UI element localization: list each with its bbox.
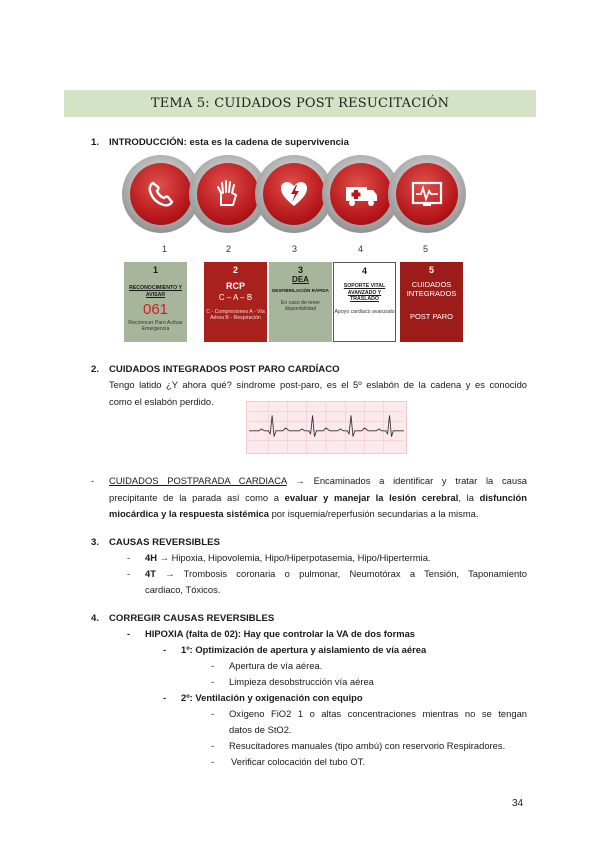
chain-card-2 [204, 262, 267, 342]
list-item-text: Resucitadores manuales (tipo ambú) con reservorio Respiradores. [229, 740, 506, 751]
list-item [211, 738, 505, 755]
list-item [211, 706, 527, 723]
postparada-text: , la [458, 492, 480, 503]
card-note: C - Compresiones A - Vía Aérea B - Respiración [206, 309, 265, 322]
list-item [211, 674, 374, 691]
list-item-text: Oxígeno FiO2 1 o altas concentraciones mientras no se tengan [229, 708, 527, 719]
chain-card-1 [124, 262, 187, 342]
chain-card-3 [269, 262, 332, 342]
card-number: 1 [152, 265, 158, 275]
list-item-text: HIPOXIA (falta de 02): Hay que controlar la VA de dos formas [145, 628, 416, 639]
page-title: TEMA 5: CUIDADOS POST RESUCITACIÓN [150, 96, 450, 111]
list-item-text: Verificar colocación del tubo OT. [231, 756, 365, 767]
bullet-dash: - [127, 568, 131, 579]
list-item-text: 2º: Ventilación y oxigenación con equipo [181, 692, 363, 703]
bullet-dash: - [211, 660, 215, 671]
ecg-monitor-icon [407, 175, 447, 213]
bullet-dash: - [163, 692, 167, 703]
arrow-icon: → [295, 475, 305, 486]
chain-number-1: 1 [162, 244, 168, 254]
list-item [163, 690, 363, 707]
card-number: 5 [428, 265, 434, 275]
postparada-text: Encaminados a identificar y tratar la causa [313, 475, 528, 486]
postparada-line-3 [109, 506, 527, 523]
card-title: RCP [225, 281, 245, 291]
chain-number-5: 5 [423, 244, 429, 254]
card-number: 4 [361, 266, 367, 276]
section-3-label: CAUSAS REVERSIBLES [109, 537, 220, 548]
postparada-line-2 [109, 490, 527, 507]
card-highlight: 061 [142, 301, 169, 318]
chain-card-4 [333, 262, 396, 342]
section-1-label: INTRODUCCIÓN: esta es la cadena de supervivencia [109, 137, 349, 148]
section-2-heading [91, 364, 340, 375]
list-item [211, 754, 365, 771]
list-item: - 4T → Trombosis coronaria o pulmonar, Neumotórax a Tensión, Taponamiento [127, 566, 527, 583]
postparada-emphasis: miocárdica y la respuesta sistémica [109, 508, 269, 519]
card-note: En caso de tener disponibilidad [280, 300, 321, 313]
list-item: - 4H → Hipoxia, Hipovolemia, Hipo/Hiperpotasemia, Hipo/Hipertermia. [127, 550, 431, 567]
list-item-text: Trombosis coronaria o pulmonar, Neumotórax a Tensión, Taponamiento [183, 568, 527, 579]
list-item-continuation: datos de StO2. [229, 724, 292, 735]
list-item [127, 626, 415, 643]
section-2-line-1: Tengo latido ¿Y ahora qué? síndrome post-paro, es el 5º eslabón de la cadena y es conocido [109, 379, 527, 390]
bullet-dash: - [127, 628, 131, 639]
postparada-emphasis: evaluar y manejar la lesión cerebral [284, 492, 459, 503]
section-4-heading [91, 613, 274, 624]
card-title: SOPORTE VITAL AVANZADO Y TRASLADO [343, 283, 386, 302]
card-number: 2 [232, 265, 238, 275]
list-item-text: 1º: Optimización de apertura y aislamiento de vía aérea [181, 644, 427, 655]
section-2-label: CUIDADOS INTEGRADOS POST PARO CARDÍACO [109, 364, 340, 375]
page-number: 34 [512, 798, 524, 809]
section-number: 1. [91, 137, 100, 148]
section-number: 3. [91, 537, 100, 548]
list-item-text: Apertura de vía aérea. [229, 660, 323, 671]
bullet-dash: - [91, 475, 95, 486]
bullet-dash: - [211, 756, 215, 767]
list-item [163, 642, 426, 659]
card-highlight: DESFIBRILACIÓN RÁPIDA [272, 288, 329, 293]
card-highlight: C – A – B [218, 293, 253, 302]
ambulance-icon [341, 175, 381, 213]
section-number: 2. [91, 364, 100, 375]
list-item-text: Hipoxia, Hipovolemia, Hipo/Hiperpotasemia, Hipo/Hipertermia. [171, 552, 431, 563]
postparada-emphasis: disfunción [479, 492, 527, 503]
postparada-text: precipitante de la parada así como a [109, 492, 285, 503]
section-3-heading [91, 537, 220, 548]
bullet-dash: - [127, 552, 131, 563]
ecg-strip-image [246, 401, 407, 454]
chain-card-5 [400, 262, 463, 342]
bullet-dash: - [163, 644, 167, 655]
hands-icon [209, 175, 247, 213]
section-4-label: CORREGIR CAUSAS REVERSIBLES [109, 613, 275, 624]
section-2-line-2: como el eslabón perdido. [109, 396, 214, 407]
section-1-heading [91, 137, 349, 148]
phone-icon [142, 175, 180, 213]
card-note: Reconocer Paro Activar Emergencia [128, 320, 183, 333]
list-item [211, 658, 322, 675]
postparada-line-1 [109, 473, 527, 490]
list-item-label: 4T [145, 568, 156, 579]
chain-number-4: 4 [358, 244, 364, 254]
card-title: RECONOCIMIENTO Y AVISAR [129, 285, 182, 298]
card-number: 3 [297, 265, 303, 275]
list-item-text: Limpieza desobstrucción vía aérea [229, 676, 374, 687]
section-number: 4. [91, 613, 100, 624]
bullet-dash: - [211, 676, 215, 687]
postparada-text: por isquemia/reperfusión secundarias a la misma. [268, 508, 479, 519]
card-title: CUIDADOS INTEGRADOS [406, 280, 457, 298]
list-item-continuation: cardiaco, Tóxicos. [145, 584, 221, 595]
chain-of-survival [120, 150, 466, 238]
page-title-band [64, 90, 536, 117]
card-note: Apoyo cardíaco avanzado [334, 308, 395, 315]
chain-number-3: 3 [292, 244, 298, 254]
card-highlight: POST PARO [409, 312, 454, 321]
bullet-dash: - [211, 708, 215, 719]
list-item-label: 4H [145, 552, 157, 563]
bullet-dash: - [211, 740, 215, 751]
heart-defibrillator-icon [275, 175, 313, 213]
postparada-term: CUIDADOS POSTPARADA CARDIACA [109, 475, 287, 486]
chain-link-5 [388, 155, 466, 233]
card-title: DEA [292, 275, 309, 284]
chain-number-2: 2 [226, 244, 232, 254]
